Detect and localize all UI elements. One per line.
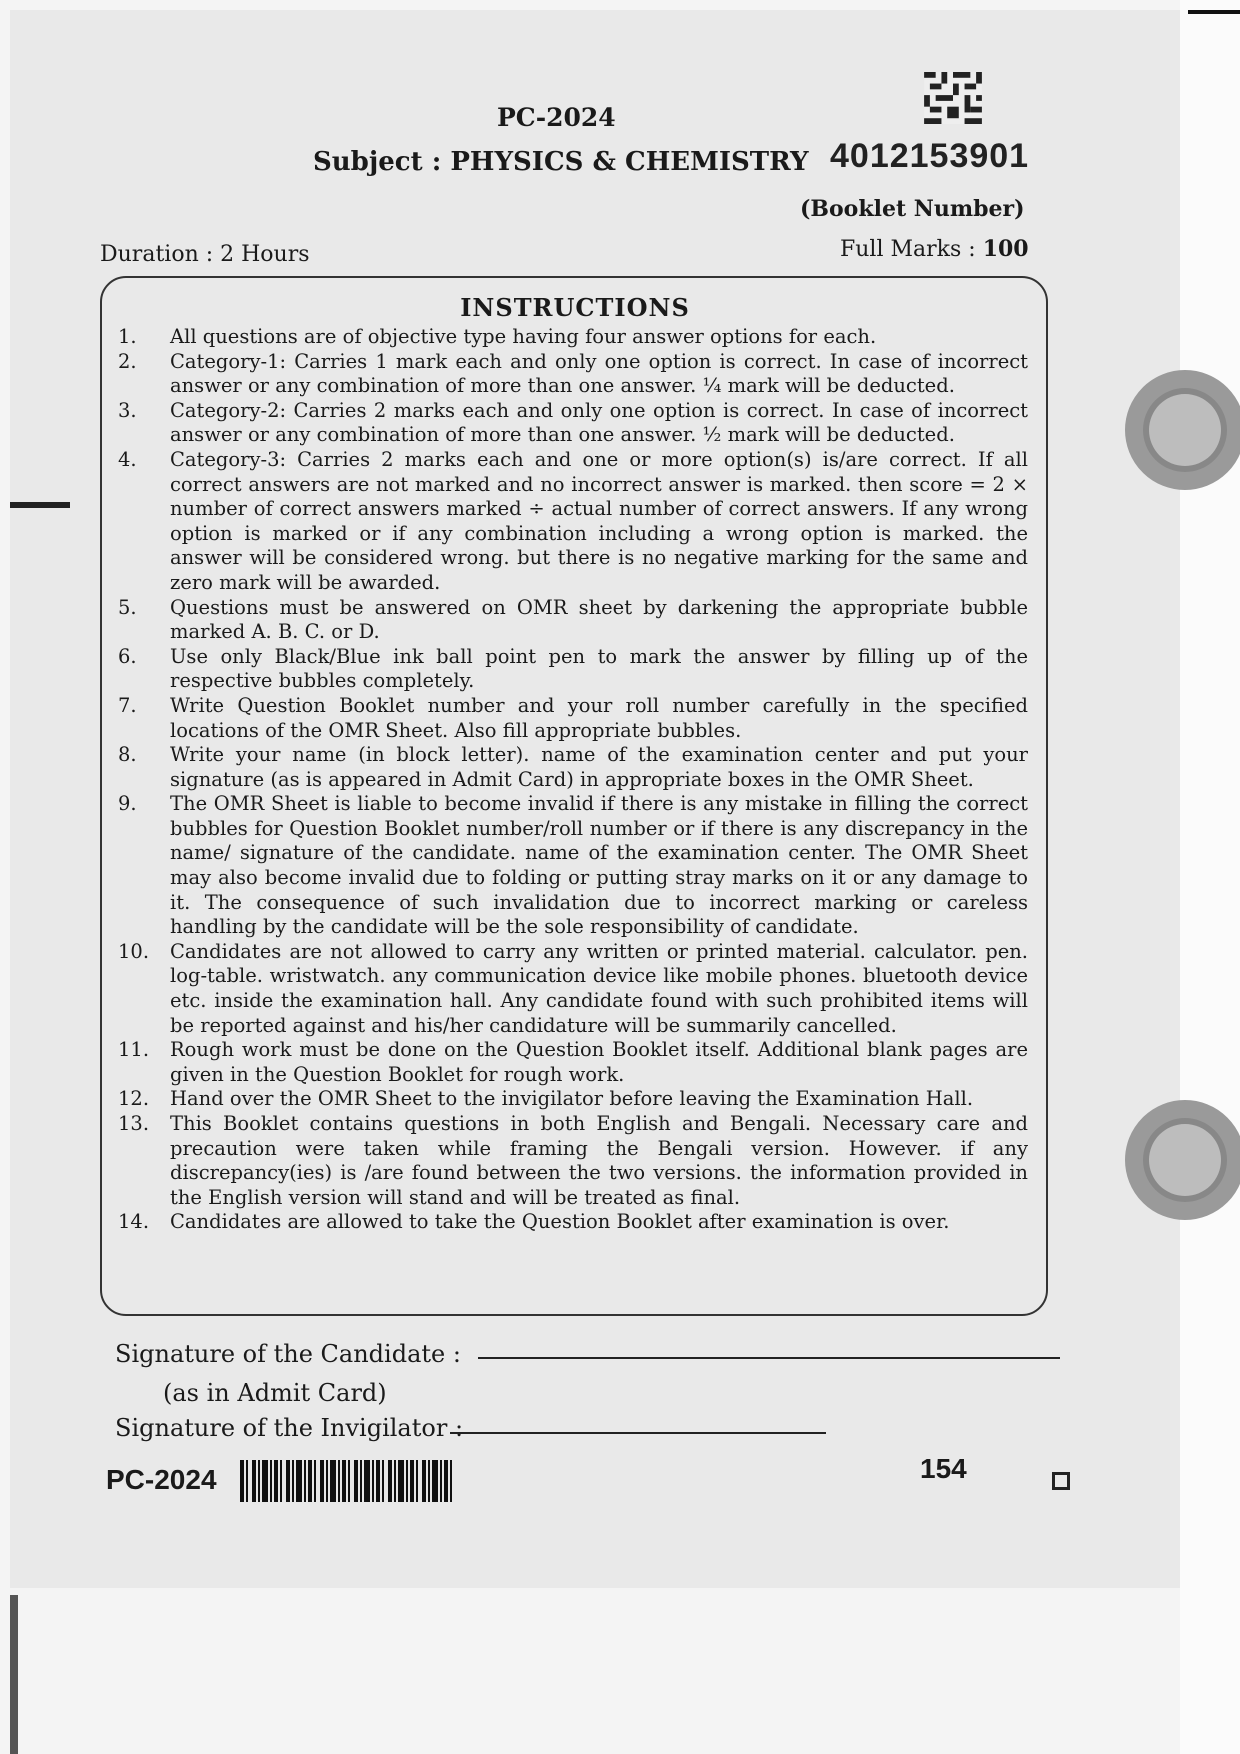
instruction-item [118, 940, 1028, 1038]
instruction-number: 10. [118, 939, 150, 963]
instruction-item [118, 350, 1028, 399]
instruction-text: Candidates are not allowed to carry any written or printed material. calculator. pen. log-table. wristwatch. any communication device like mobile phones. bluetooth device etc. inside the examination hall. Any candidate found with such prohibited items will be reported against and his/her candidature will be summarily cancelled. [170, 939, 1028, 1037]
instructions-title: INSTRUCTIONS [460, 293, 690, 322]
instruction-number: 5. [118, 595, 137, 619]
confidential-stamp-icon [1125, 1100, 1240, 1220]
instruction-number: 11. [118, 1038, 150, 1062]
instruction-text: Category-2: Carries 2 marks each and only one option is correct. In case of incorrect answer or any combination of more than one answer. ½ mark will be deducted. [170, 398, 1028, 447]
instruction-number: 6. [118, 644, 137, 668]
instruction-text: This Booklet contains questions in both English and Bengali. Necessary care and precaution were taken while framing the Bengali version. However. if any discrepancy(ies) is /are found between the two versions. the information provided in the English version will stand and will be treated as final. [170, 1112, 1028, 1209]
candidate-signature-label: Signature of the Candidate : [115, 1340, 461, 1368]
instruction-text: The OMR Sheet is liable to become invalid if there is any mistake in filling the correct bubbles for Question Booklet number/roll number or if there is any discrepancy in the name/ signature of the candidate. name of the examination center. The OMR Sheet may also become invalid due to folding or putting stray marks on it or any damage to it. The consequence of such invalidation due to incorrect marking or careless handling by the candidate will be the sole responsibility of candidate. [170, 792, 1028, 939]
instruction-number: 9. [118, 792, 137, 816]
page-right-margin [1180, 0, 1240, 1754]
instruction-text: All questions are of objective type having four answer options for each. [170, 325, 877, 348]
scan-shadow-bar [10, 1595, 18, 1754]
invigilator-signature-line [450, 1432, 826, 1434]
instruction-number: 13. [118, 1112, 150, 1135]
instruction-item [118, 645, 1028, 694]
admit-card-note: (as in Admit Card) [163, 1379, 387, 1407]
instruction-number: 4. [118, 447, 137, 471]
instruction-text: Category-1: Carries 1 mark each and only one option is correct. In case of incorrect answer or any combination of more than one answer. ¼ mark will be deducted. [170, 349, 1028, 398]
instruction-item [118, 596, 1028, 645]
full-marks [840, 236, 1029, 262]
instruction-item [118, 1038, 1028, 1087]
instruction-text: Hand over the OMR Sheet to the invigilator before leaving the Examination Hall. [170, 1087, 974, 1111]
square-marker-icon [1052, 1472, 1070, 1490]
instruction-item [118, 694, 1028, 743]
instruction-item [118, 1112, 1028, 1210]
instruction-text: Category-3: Carries 2 marks each and one or more option(s) is/are correct. If all correct answers are not marked and no incorrect answer is marked. then score = 2 × number of correct answers marked ÷ actual number of correct answers. If any wrong option is marked or if any combination including a wrong option is marked. the answer will be considered wrong. but there is no negative marking for the same and zero mark will be awarded. [170, 447, 1028, 594]
instruction-text: Use only Black/Blue ink ball point pen to mark the answer by filling up of the respective bubbles completely. [170, 644, 1028, 693]
instruction-number: 7. [118, 693, 137, 717]
instruction-item [118, 1087, 1028, 1112]
binding-mark [10, 502, 70, 508]
instruction-number: 2. [118, 349, 137, 373]
instructions-list [118, 325, 1028, 1235]
full-marks-value: 100 [982, 236, 1029, 262]
page-number: 154 [920, 1453, 967, 1484]
booklet-number-label: (Booklet Number) [800, 196, 1025, 222]
instruction-item [118, 743, 1028, 792]
scan-edge-line [1188, 10, 1240, 14]
instruction-number: 3. [118, 398, 137, 422]
instruction-text: Rough work must be done on the Question Booklet itself. Additional blank pages are given in the Question Booklet for rough work. [170, 1038, 1028, 1086]
confidential-stamp-icon [1125, 370, 1240, 490]
instruction-number: 14. [118, 1210, 150, 1234]
instruction-number: 12. [118, 1087, 150, 1111]
instruction-item [118, 1210, 1028, 1235]
instruction-item [118, 448, 1028, 596]
instruction-number: 1. [118, 325, 137, 348]
instruction-number: 8. [118, 743, 137, 767]
exam-code: PC-2024 [497, 103, 616, 132]
instruction-text: Questions must be answered on OMR sheet by darkening the appropriate bubble marked A. B. C. or D. [170, 595, 1028, 644]
qr-code-icon [924, 72, 982, 124]
instruction-item [118, 399, 1028, 448]
instruction-text: Candidates are allowed to take the Question Booklet after examination is over. [170, 1210, 950, 1234]
instruction-item [118, 325, 1028, 350]
instruction-text: Write your name (in block letter). name of the examination center and put your signature (as is appeared in Admit Card) in appropriate boxes in the OMR Sheet. [170, 743, 1028, 791]
instruction-item [118, 792, 1028, 940]
subject-title: Subject : PHYSICS & CHEMISTRY [313, 147, 809, 177]
barcode-icon [240, 1460, 452, 1502]
full-marks-label: Full Marks : [840, 237, 983, 262]
booklet-number: 4012153901 [830, 137, 1030, 175]
footer-exam-code: PC-2024 [106, 1464, 217, 1495]
invigilator-signature-label: Signature of the Invigilator : [115, 1414, 464, 1442]
instruction-text: Write Question Booklet number and your roll number carefully in the specified locations of the OMR Sheet. Also fill appropriate bubbles. [170, 693, 1028, 742]
exam-duration: Duration : 2 Hours [100, 242, 310, 267]
candidate-signature-line [478, 1357, 1060, 1359]
